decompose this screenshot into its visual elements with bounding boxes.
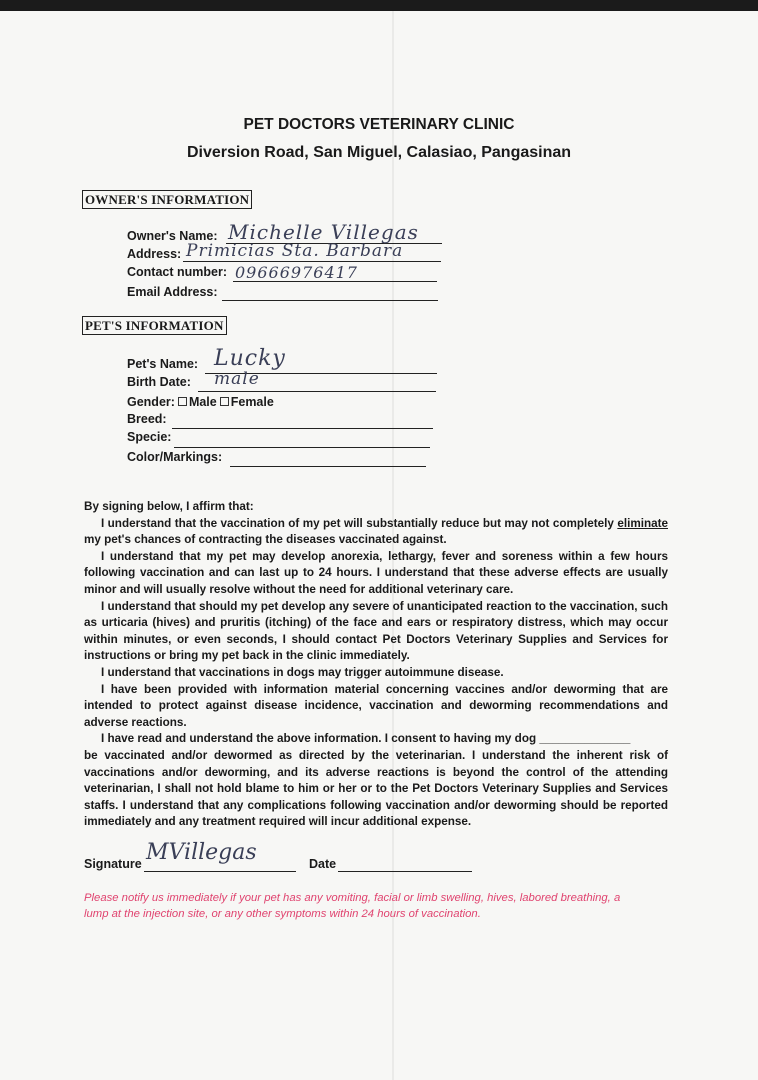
specie-label: Specie: <box>127 430 172 444</box>
scan-top-edge <box>0 0 758 11</box>
notice-text: Please notify us immediately if your pet has any vomiting, facial or limb swelling, hives, labored breathing, a lump at the injection site, or any other symptoms within 24 hours of vaccination. <box>84 892 621 920</box>
consent-text <box>84 499 668 831</box>
clinic-name: PET DOCTORS VETERINARY CLINIC <box>243 116 515 133</box>
eliminate-underlined: eliminate <box>617 516 668 530</box>
consent-paragraph: be vaccinated and/or dewormed as directed by the veterinarian. I understand the inherent risk of vaccinations and/or deworming, and its adverse reactions is beyond the control of the attending veterinarian, I shall not hold blame to him or her or to the Pet Doctors Veterinary Supplies and Services staffs. I understand that any complications following vaccination and/or deworming should be reported immediately and any treatment required will incur additional expense. <box>84 748 668 829</box>
signature-value: MVillegas <box>146 840 257 865</box>
consent-intro: By signing below, I affirm that: <box>84 500 254 513</box>
pet-section-title: PET'S INFORMATION <box>82 316 227 335</box>
address-label: Address: <box>127 247 182 261</box>
birth-date-value[interactable]: male <box>214 369 260 389</box>
consent-paragraph: I have been provided with information material concerning vaccines and/or deworming that are intended to protect against disease incidence, vaccination and deworming recommendations and adverse reactions. <box>84 682 668 729</box>
male-checkbox[interactable] <box>178 397 187 406</box>
owner-name-value[interactable]: Michelle Villegas <box>228 220 419 244</box>
consent-p1-end: my pet's chances of contracting the diseases vaccinated against. <box>84 533 447 547</box>
pet-name-value[interactable]: Lucky <box>214 346 286 371</box>
email-line[interactable] <box>222 300 438 301</box>
contact-label: Contact number: <box>127 265 227 279</box>
male-label: Male <box>188 395 217 409</box>
gender-row <box>127 395 274 409</box>
color-markings-line[interactable] <box>230 466 426 467</box>
contact-value[interactable]: 09666976417 <box>235 263 358 282</box>
breed-label: Breed: <box>127 412 167 426</box>
specie-line[interactable] <box>174 447 430 448</box>
birth-date-line <box>198 391 436 392</box>
consent-paragraph <box>84 516 668 549</box>
birth-date-label: Birth Date: <box>127 375 191 389</box>
address-value[interactable]: Primicias Sta. Barbara <box>186 241 404 261</box>
date-line[interactable] <box>338 871 472 872</box>
address-line <box>183 261 441 262</box>
consent-paragraph: I understand that my pet may develop anorexia, lethargy, fever and soreness within a few hours following vaccination and can last up to 24 hours. I understand that these adverse effects are usually minor and will usually resolve without the need for additional veterinary care. <box>84 549 668 596</box>
email-label: Email Address: <box>127 285 218 299</box>
clinic-address: Diversion Road, San Miguel, Calasiao, Pangasinan <box>186 144 572 161</box>
female-label: Female <box>230 395 274 409</box>
gender-label: Gender: <box>127 395 175 409</box>
consent-paragraph: I understand that should my pet develop any severe of unanticipated reaction to the vaccination, such as urticaria (hives) and pruritis (itching) of the face and ears or respiratory distress, which may occur within minutes, or even seconds, I should contact Pet Doctors Veterinary Supplies and Services for instructions or bring my pet back in the clinic immediately. <box>84 599 668 663</box>
consent-paragraph-dog[interactable]: I have read and understand the above information. I consent to having my dog ______________ <box>101 732 631 746</box>
owner-section-title: OWNER'S INFORMATION <box>82 190 252 209</box>
consent-paragraph: I understand that vaccinations in dogs may trigger autoimmune disease. <box>101 665 504 679</box>
signature-line[interactable] <box>144 871 296 872</box>
signature-label: Signature <box>84 857 142 871</box>
date-label: Date <box>309 857 337 871</box>
color-markings-label: Color/Markings: <box>127 450 223 464</box>
owner-name-label: Owner's Name: <box>127 229 218 243</box>
female-checkbox[interactable] <box>220 397 229 406</box>
consent-p1-text: I understand that the vaccination of my pet will substantially reduce but may not completely <box>101 516 618 530</box>
pet-name-label: Pet's Name: <box>127 357 199 371</box>
breed-line[interactable] <box>172 428 433 429</box>
